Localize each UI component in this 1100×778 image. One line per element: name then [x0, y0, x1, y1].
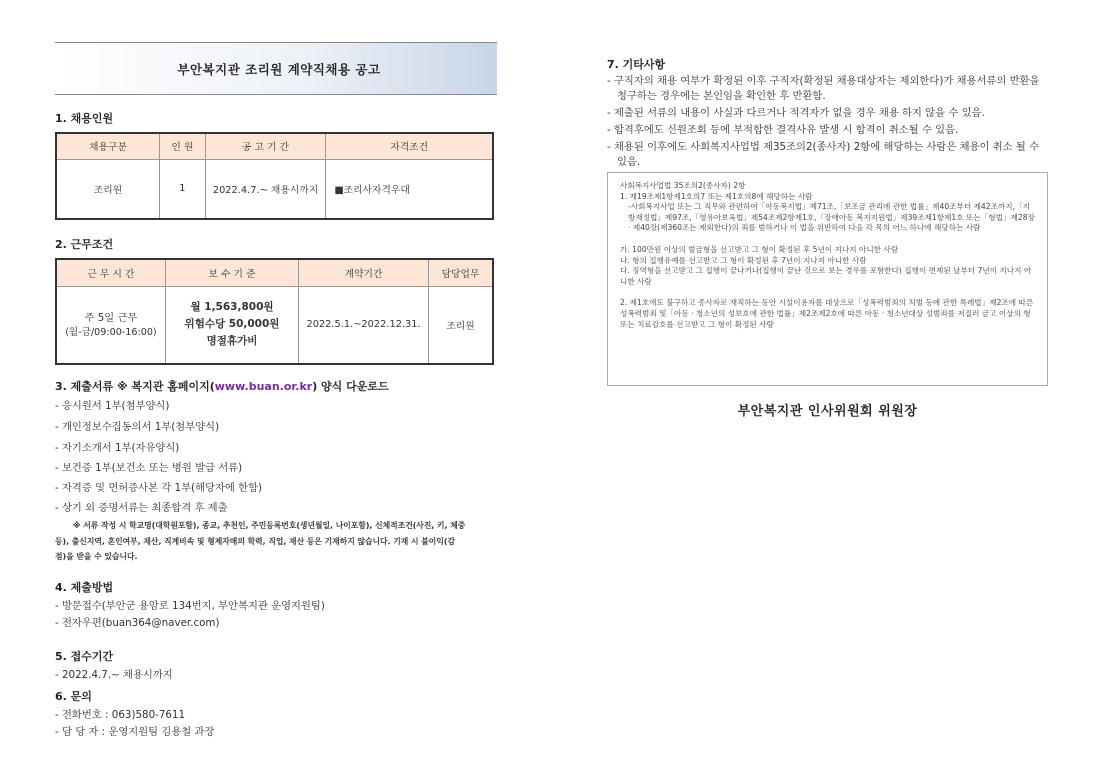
period-item-1: - 2022.4.7.~ 채용시까지	[55, 669, 173, 681]
pay-line-3: 명절휴가비	[206, 335, 258, 348]
col-header-hours: 근 무 시 간	[56, 259, 165, 286]
submission-item-2: - 전자우편(buan364@naver.com)	[55, 617, 220, 629]
cell-contract-period: 2022.5.1.~2022.12.31.	[299, 286, 429, 364]
col-header-period: 공 고 기 간	[205, 133, 326, 159]
section-5-heading: 5. 접수기간	[55, 650, 114, 663]
hours-line-2: (월-금/09:00-16:00)	[65, 326, 157, 338]
work-conditions-table	[55, 258, 494, 365]
col-header-contract: 계약기간	[299, 259, 429, 286]
note-line-3: 점)을 받을 수 있습니다.	[55, 552, 138, 561]
law-title: 사회복지사업법 35조의2(종사자) 2항	[620, 181, 746, 190]
misc-line-3: - 제출된 서류의 내용이 사실과 다르거나 적격자가 없을 경우 채용 하지 않을 수 있음.	[607, 107, 985, 119]
pay-line-1: 월 1,563,800원	[190, 301, 274, 314]
contact-phone: - 전화번호 : 063)580-7611	[55, 709, 186, 721]
signature: 부안복지관 인사위원회 위원장	[737, 404, 918, 419]
document-item-2: - 개인정보수집동의서 1부(첨부양식)	[55, 421, 220, 433]
col-header-type: 채용구분	[56, 133, 159, 159]
section-3-heading-post: ) 양식 다운로드	[312, 380, 389, 393]
law-clause-1-detail: -사회복지사업 또는 그 직무와 관련하여「아동복지법」제71조,「보조금 관리에 관한 법률」제40조부터 제42조까지,「지방재정법」제97조,「영유아보육법」제54조제2항제1호,「장애아동 복지지원법」제39조제1항제1호 또는「형법」제28장 · 제40장(제360조는 제외한다)의 죄를 범하거나 이 법을 위반하여 다음 각 목의 어느 하나에 해당하는 사람	[628, 202, 1035, 233]
pay-line-2: 위험수당 50,000원	[184, 318, 280, 331]
law-clause-2: 2. 제1호에도 불구하고 종사자로 재직하는 동안 시설이용자를 대상으로「성폭력범죄의 처벌 등에 관한 특례법」제2조에 따른 성폭력범죄 및「아동 · 청소년의 성보호에 관한 법률」제2조제2호에 따른 아동 · 청소년대상 성범죄를 저질러 금고 이상의 형 또는 치료감호를 선고받고 그 형이 확정된 사람	[620, 298, 1034, 329]
cell-count: 1	[159, 159, 205, 219]
misc-line-6: 있음.	[617, 156, 641, 168]
recruitment-table	[55, 132, 494, 220]
col-header-duty: 담당업무	[428, 259, 493, 286]
document-title: 부안복지관 조리원 계약직채용 공고	[177, 61, 381, 77]
section-4-heading: 4. 제출방법	[55, 581, 114, 594]
document-item-1: - 응시원서 1부(첨부양식)	[55, 400, 170, 412]
col-header-qualification: 자격조건	[326, 133, 493, 159]
cell-pay	[165, 286, 298, 364]
misc-line-2: 청구하는 경우에는 본인임을 확인한 후 반환함.	[617, 90, 826, 102]
cell-duty: 조리원	[428, 286, 493, 364]
homepage-link[interactable]: www.buan.or.kr	[214, 380, 313, 393]
misc-line-4: - 합격후에도 신원조회 등에 부적합한 결격사유 발생 시 합격이 취소될 수 있음.	[607, 124, 959, 136]
document-item-3: - 자기소개서 1부(자유양식)	[55, 442, 180, 454]
section-7-heading: 7. 기타사항	[607, 58, 666, 71]
document-note	[55, 518, 497, 565]
law-clause-ga: 가. 100만원 이상의 벌금형을 선고받고 그 형이 확정된 후 5년이 지나지 아니한 사람	[620, 244, 899, 254]
col-header-pay: 보 수 기 준	[165, 259, 298, 286]
law-clause-da: 다. 징역형을 선고받고 그 집행이 끝나거나(집행이 끝난 것으로 보는 경우를 포함한다) 집행이 면제된 날부터 7년이 지나지 아니한 사람	[620, 266, 1032, 286]
document-item-6: - 상기 외 증명서류는 최종합격 후 제출	[55, 502, 228, 514]
cell-period: 2022.4.7.~ 채용시까지	[205, 159, 326, 219]
cell-qualification: ■조리사자격우대	[326, 159, 493, 219]
cell-hours	[56, 286, 165, 364]
contact-person: - 담 당 자 : 운영지원팀 김용철 과장	[55, 726, 215, 738]
law-clause-na: 나. 형의 집행유예를 선고받고 그 형이 확정된 후 7년이 지나지 아니한 사람	[620, 255, 867, 265]
section-2-heading: 2. 근무조건	[55, 238, 114, 251]
law-clause-1: 1. 제19조제1항제1호의7 또는 제1호의8에 해당하는 사람	[620, 191, 813, 201]
section-3-heading	[55, 378, 389, 394]
section-6-heading: 6. 문의	[55, 690, 92, 703]
document-item-4: - 보건증 1부(보건소 또는 병원 발급 서류)	[55, 462, 243, 474]
hours-line-1: 주 5일 근무	[84, 311, 138, 324]
cell-type: 조리원	[56, 159, 159, 219]
document-title-banner	[55, 42, 497, 95]
section-3-heading-pre: 3. 제출서류 ※ 복지관 홈페이지(	[55, 380, 215, 393]
section-1-heading: 1. 채용인원	[55, 112, 114, 125]
document-item-5: - 자격증 및 면허증사본 각 1부(해당자에 한함)	[55, 482, 263, 494]
note-line-1: ※ 서류 작성 시 학교명(대학원포함), 종교, 추천인, 주민등록번호(생년월일, 나이포함), 신체적조건(사진, 키, 체중	[73, 521, 466, 530]
law-excerpt-box	[607, 172, 1048, 386]
col-header-count: 인 원	[159, 133, 205, 159]
note-line-2: 등), 출신지역, 혼인여부, 재산, 직계비속 및 형제자매의 학력, 직업, 재산 등은 기재하지 않습니다. 기재 시 불이익(감	[55, 536, 455, 546]
misc-line-1: - 구직자의 채용 여부가 확정된 이후 구직자(확정된 채용대상자는 제외한다)가 채용서류의 반환을	[607, 75, 1040, 87]
misc-line-5: - 채용된 이후에도 사회복지사업법 제35조의2(종사자) 2항에 해당하는 사람은 채용이 취소 될 수	[607, 141, 1040, 153]
submission-item-1: - 방문접수(부안군 용암로 134번지, 부안복지관 운영지원팀)	[55, 600, 325, 612]
